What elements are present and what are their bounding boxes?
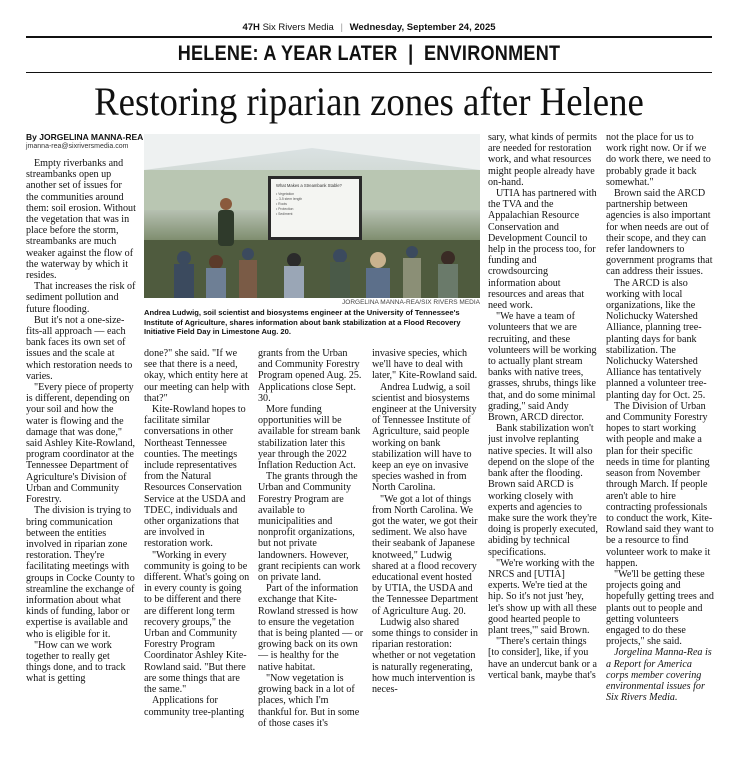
screen-bullet: • Vegetation bbox=[276, 192, 295, 196]
ground bbox=[144, 240, 480, 298]
screen-bullet: • Protection bbox=[276, 207, 294, 211]
paragraph: "There's certain things [to consider], like, if you have an undercut bank or a vertical bank, maybe that's bbox=[488, 636, 598, 681]
paragraph: not the place for us to work right now. Or if we do work there, we need to probably grade it back somewhat." bbox=[606, 132, 711, 188]
paragraph: sary, what kinds of permits are needed for restoration work, and what resources might people already have on-hand. bbox=[488, 132, 597, 188]
article-column-6 bbox=[606, 132, 714, 766]
screen-title: What Makes a Streambank Stable? bbox=[276, 183, 342, 188]
paragraph: The Division of Urban and Community Forestry hopes to start working with people and make a plan for their specific needs in time for planting season from November through March. If people aren't able to hire contracting professionals to conduct the work, Kite-Rowland said they want to be a resource to find volunteer work to make it happen. bbox=[606, 400, 714, 569]
screen-bullet: • Roots bbox=[276, 202, 287, 206]
paragraph: Andrea Ludwig, a soil scientist and biosystems engineer at the University of Tennessee Institute of Agriculture, said people working on bank stabilization will have to keep an eye on invasive species washed in from North Carolina. bbox=[372, 381, 477, 494]
paragraph: grants from the Urban and Community Forestry Program opened Aug. 25. Applications close Sept. 30. bbox=[258, 348, 362, 404]
screen-bullet: • Sediment bbox=[276, 212, 293, 216]
author-note: Jorgelina Manna-Rea is a Report for America corps member covering environmental issues for Six Rivers Media. bbox=[606, 647, 712, 704]
paragraph: "Working in every community is going to be different. What's going on in every county is going to be different and there are different long term recovery groups," the Urban and Community Forestry Program Coordinator Ashley Kite-Rowland said. "But there are some things that are the same." bbox=[144, 549, 250, 696]
page-number: 47H bbox=[242, 22, 260, 33]
paragraph: "How can we work together to really get things done, and to track what is getting bbox=[26, 639, 126, 685]
header-divider: | bbox=[340, 22, 343, 33]
paragraph: "We have a team of volunteers that we are recruiting, and these volunteers will be working to actually plant stream banks with native trees, grasses, shrubs, things like that, and do some minimal grading," said Andy Brown, ARCD director. bbox=[488, 311, 597, 424]
paragraph: "We're working with the NRCS and [UTIA] experts. We're tied at the hip. So it's not just 'hey, let's show up with all these good hearted people to plant trees,'" said Brown. bbox=[488, 557, 597, 636]
article-column-4 bbox=[372, 348, 480, 766]
photo-credit: JORGELINA MANNA-REA/SIX RIVERS MEDIA bbox=[342, 299, 480, 306]
paragraph: Empty riverbanks and streambanks open up another set of issues for the communities around them: soil erosion. Without the vegetation that was in place before the storm, streambanks are much weaker against the flow of the waterway by which it resides. bbox=[26, 158, 136, 282]
paragraph: But it's not a one-size-fits-all approach — each bank faces its own set of issues and the scale at which restoration needs to varies. bbox=[26, 314, 133, 382]
paragraph: "Now vegetation is growing back in a lot of places, which I'm thankful for. But in some of those cases it's bbox=[258, 672, 360, 729]
paragraph: That increases the risk of sediment pollution and future flooding. bbox=[26, 281, 136, 315]
paragraph: Kite-Rowland hopes to facilitate similar conversations in other Northeast Tennessee counties. The meetings include representatives from the Natural Resources Conservation Service at the USDA and TDEC, individuals and other organizations that are involved in restoration work. bbox=[144, 404, 246, 550]
paragraph: "Every piece of property is different, depending on your soil and how the water is flowing and the damage that was done," said Ashley Kite-Rowland, program coordinator at the Tennessee Department of Agriculture's Division of Urban and Community Forestry. bbox=[26, 382, 136, 506]
article-column-1 bbox=[26, 158, 136, 766]
paragraph: Bank stabilization won't just involve replanting native species. It will also depend on the slope of the bank after the flooding. Brown said ARCD is working closely with experts and agencies to make sure the work they're doing is properly executed, abiding by technical specifications. bbox=[488, 423, 598, 558]
paper-name: Six Rivers Media bbox=[262, 22, 334, 33]
paragraph: Part of the information exchange that Kite-Rowland stressed is how to ensure the vegetation that is being planted — or growing back on its own — is healthy for the native habitat. bbox=[258, 583, 364, 673]
paragraph: The division is trying to bring communication between the entities involved in riparian zone restoration. They're facilitating meetings with groups in Cocke County to streamline the exchange of information about what kinds of funding, labor or expertise is available and who is eligible for it. bbox=[26, 505, 135, 640]
article-column-5 bbox=[488, 132, 598, 766]
screen-bullet: – 3-5 stem length bbox=[276, 197, 303, 201]
paragraph: More funding opportunities will be available for stream bank stabilization later this year through the 2022 Inflation Reduction Act. bbox=[258, 404, 361, 472]
paragraph: invasive species, which we'll have to deal with later," Kite-Rowland said. bbox=[372, 348, 478, 382]
top-rule bbox=[26, 36, 712, 38]
paragraph: Brown said the ARCD partnership between agencies is also important for when needs are out of their scope, and they can refer landowners to government programs that can address their issues. bbox=[606, 188, 713, 278]
paragraph: "We got a lot of things from North Carolina. We got the water, we got their sediment. We also have their seabank of Japanese knotweed," Ludwig shared at a flood recovery educational event hosted by UTIA, the USDA and the Tennessee Department of Agriculture Aug. 20. bbox=[372, 493, 479, 617]
speaker-head bbox=[220, 198, 232, 210]
paragraph: The grants through the Urban and Community Forestry Program are available to municipalities and nonprofit organizations, but not private landowners. However, grant recipients can work on private land. bbox=[258, 471, 361, 584]
photo-scene bbox=[144, 134, 480, 298]
issue-date: Wednesday, September 24, 2025 bbox=[349, 22, 496, 33]
article-photo bbox=[144, 134, 480, 298]
paragraph: The ARCD is also working with local organizations, like the Nolichucky Watershed Alliance, planning tree-planting days for bank stabilization. The Nolichucky Watershed Alliance has tentatively planned a volunteer tree-planting day for Oct. 25. bbox=[606, 277, 707, 401]
paragraph: Ludwig also shared some things to consider in riparian restoration: whether or not vegetation is naturally regenerating, how much intervention is neces- bbox=[372, 616, 478, 696]
page-header bbox=[0, 22, 738, 33]
byline: By JORGELINA MANNA-REA bbox=[26, 132, 144, 142]
headline: Restoring riparian zones after Helene bbox=[94, 79, 644, 124]
author-email: jmanna-rea@sixriversmedia.com bbox=[26, 143, 129, 150]
article-column-3 bbox=[258, 348, 364, 766]
article-column-2 bbox=[144, 348, 250, 766]
tent-canopy bbox=[144, 134, 480, 170]
section-title: HELENE: A YEAR LATER | ENVIRONMENT bbox=[177, 42, 561, 65]
speaker-body bbox=[218, 210, 234, 246]
paragraph: done?" she said. "If we see that there is a need, okay, which entity here at our meeting can help with that?" bbox=[144, 348, 250, 404]
paragraph: UTIA has partnered with the TVA and the Appalachian Resource Conservation and Development Council to help in the process too, for funding and crowdsourcing information about resources and areas that need work. bbox=[488, 188, 597, 312]
paragraph: "We'll be getting these projects going and hopefully getting trees and plants out to people and getting volunteers engaged to do these projects," she said. bbox=[606, 568, 714, 648]
paragraph: Applications for community tree-planting bbox=[144, 695, 245, 718]
photo-caption: Andrea Ludwig, soil scientist and biosystems engineer at the University of Tennessee's Institute of Agriculture, shares information about bank stabilization at a Flood Recovery Initiative Field Day in Limestone Aug. 20. bbox=[144, 308, 461, 337]
section-rule bbox=[26, 72, 712, 73]
